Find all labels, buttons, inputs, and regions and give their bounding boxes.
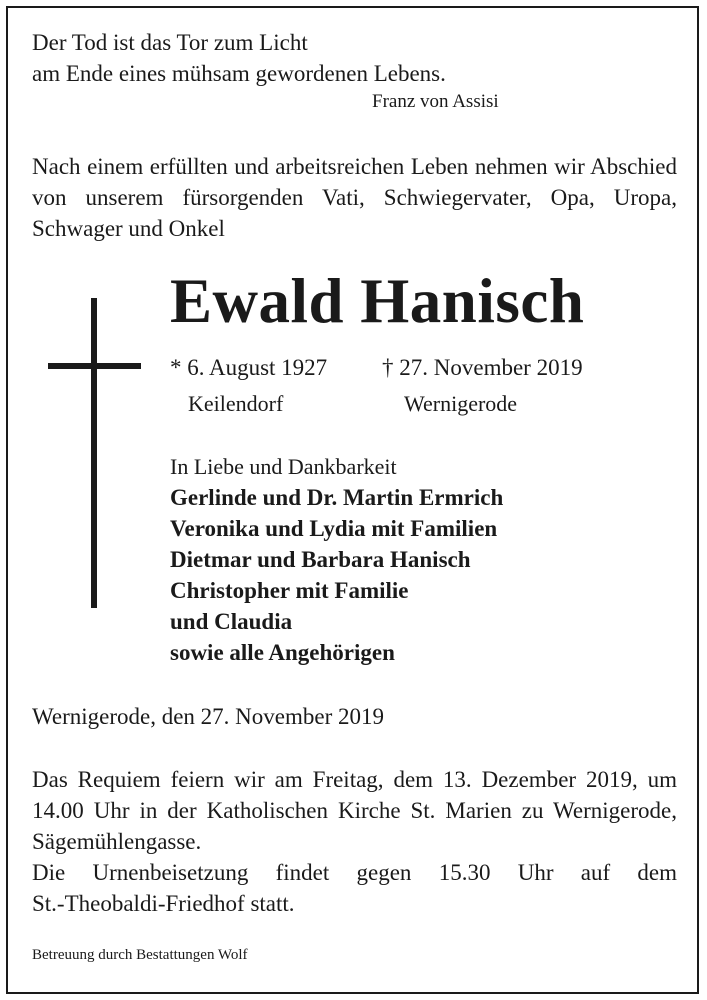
- death-place: Wernigerode: [404, 391, 518, 416]
- place-date: Wernigerode, den 27. November 2019: [32, 704, 384, 729]
- undertaker-note: Betreuung durch Bestattungen Wolf: [32, 947, 248, 963]
- motto-line: am Ende eines mühsam gewordenen Lebens.: [32, 61, 446, 86]
- mourners-block: [170, 452, 503, 668]
- burial-text-line2: St.-Theobaldi-Friedhof statt.: [32, 891, 295, 916]
- mourners-intro: In Liebe und Dankbarkeit: [170, 454, 397, 479]
- intro-text: Nach einem erfüllten und arbeitsreichen Leben nehmen wir Abschied von unserem fürsorgenden Vati, Schwiegervater, Opa, Uropa, Schwager und Onkel: [32, 154, 677, 241]
- death-date: † 27. November 2019: [382, 355, 583, 380]
- mourner-name: Veronika und Lydia mit Familien: [170, 516, 498, 541]
- birth-place: Keilendorf: [188, 391, 284, 416]
- burial-text-line1: Die Urnenbeisetzung findet gegen 15.30 Uhr auf dem: [32, 860, 677, 885]
- mourner-name: sowie alle Angehörigen: [170, 640, 395, 665]
- mourner-name: Gerlinde und Dr. Martin Ermrich: [170, 485, 504, 510]
- mourner-name: und Claudia: [170, 609, 293, 634]
- cross-icon-bar: [48, 363, 141, 369]
- motto-author: Franz von Assisi: [372, 91, 499, 112]
- motto-quote: [32, 27, 446, 89]
- mourner-name: Christopher mit Familie: [170, 578, 409, 603]
- deceased-name: Ewald Hanisch: [170, 266, 585, 336]
- requiem-text: Das Requiem feiern wir am Freitag, dem 13. Dezember 2019, um 14.00 Uhr in der Katholischen Kirche St. Marien zu Wernigerode, Sägemühlengasse.: [32, 767, 677, 854]
- mourner-name: Dietmar und Barbara Hanisch: [170, 547, 471, 572]
- cross-icon: [91, 298, 97, 608]
- birth-date: * 6. August 1927: [170, 355, 328, 380]
- motto-line: Der Tod ist das Tor zum Licht: [32, 30, 308, 55]
